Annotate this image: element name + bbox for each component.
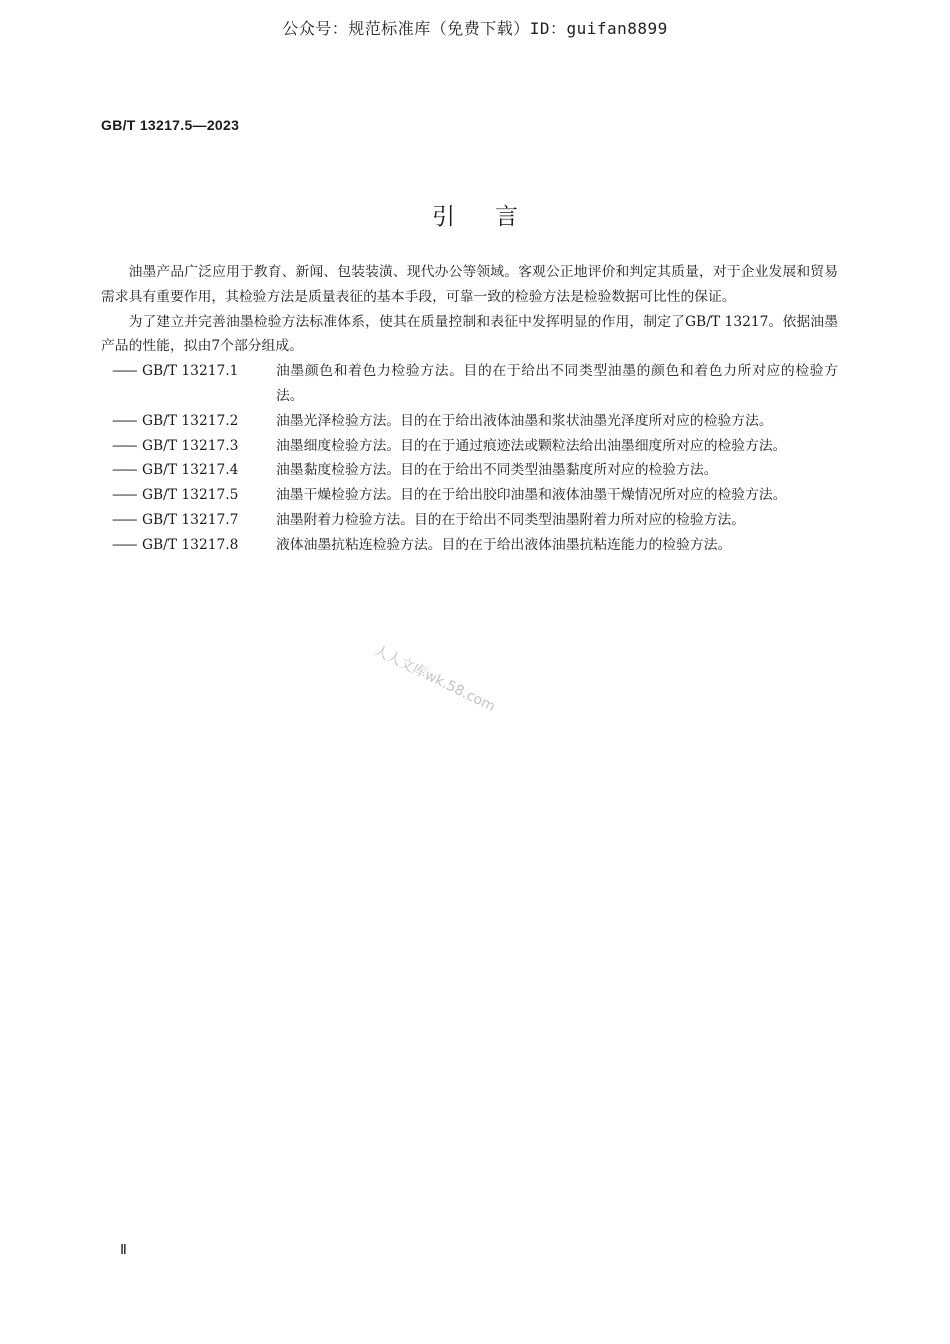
page-number: Ⅱ — [120, 1243, 127, 1258]
header-banner: 公众号：规范标准库（免费下载）ID：guifan8899 — [282, 19, 668, 38]
list-dash: —— — [112, 462, 136, 479]
standard-code: GB/T 13217.5—2023 — [101, 117, 240, 133]
list-item — [101, 483, 838, 508]
list-dash: —— — [112, 437, 136, 454]
list-item — [101, 508, 838, 533]
intro-paragraph: 油墨产品广泛应用于教育、新闻、包装装潢、现代办公等领域。客观公正地评价和判定其质量，对于企业发展和贸易需求具有重要作用，其检验方法是质量表征的基本手段，可靠一致的检验方法是检验数据可比性的保证。 — [101, 264, 838, 305]
part-reference: GB/T 13217.1 — [142, 363, 239, 380]
page-title: 引言 — [432, 204, 558, 230]
list-item — [101, 409, 838, 434]
list-dash: —— — [112, 487, 136, 504]
part-description: 油墨附着力检验方法。目的在于给出不同类型油墨附着力所对应的检验方法。 — [276, 511, 746, 528]
part-description: 油墨光泽检验方法。目的在于给出液体油墨和浆状油墨光泽度所对应的检验方法。 — [276, 412, 773, 429]
part-reference: GB/T 13217.3 — [142, 437, 239, 454]
intro-paragraph: 为了建立并完善油墨检验方法标准体系，使其在质量控制和表征中发挥明显的作用，制定了GB/T 13217。依据油墨产品的性能，拟由7个部分组成。 — [101, 313, 838, 355]
parts-list — [101, 359, 838, 557]
list-item — [101, 359, 838, 409]
introduction-body — [101, 260, 838, 558]
part-reference: GB/T 13217.2 — [142, 412, 239, 429]
part-reference: GB/T 13217.8 — [142, 536, 239, 553]
list-dash: —— — [112, 511, 136, 528]
part-description: 油墨颜色和着色力检验方法。目的在于给出不同类型油墨的颜色和着色力所对应的检验方法。 — [276, 363, 838, 404]
list-item — [101, 458, 838, 483]
part-reference: GB/T 13217.4 — [142, 462, 239, 479]
list-item — [101, 533, 838, 558]
part-description: 液体油墨抗粘连检验方法。目的在于给出液体油墨抗粘连能力的检验方法。 — [276, 536, 732, 553]
part-reference: GB/T 13217.5 — [142, 487, 239, 504]
list-item — [101, 434, 838, 459]
part-description: 油墨细度检验方法。目的在于通过痕迹法或颗粒法给出油墨细度所对应的检验方法。 — [276, 437, 787, 454]
watermark: 人人文库wk.58.com — [371, 642, 498, 716]
list-dash: —— — [112, 412, 136, 429]
list-dash: —— — [112, 536, 136, 553]
part-description: 油墨干燥检验方法。目的在于给出胶印油墨和液体油墨干燥情况所对应的检验方法。 — [276, 487, 787, 504]
list-dash: —— — [112, 363, 136, 380]
part-reference: GB/T 13217.7 — [142, 511, 239, 528]
part-description: 油墨黏度检验方法。目的在于给出不同类型油墨黏度所对应的检验方法。 — [276, 462, 718, 479]
